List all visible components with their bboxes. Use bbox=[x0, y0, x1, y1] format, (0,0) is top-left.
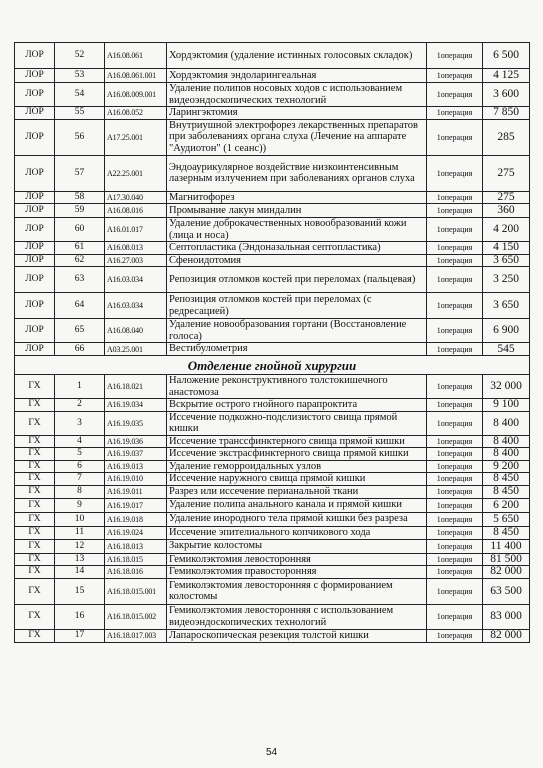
service-code-cell: A16.08.061 bbox=[105, 43, 167, 69]
service-name-cell: Удаление новообразования гортани (Восстановление голоса) bbox=[167, 319, 427, 343]
service-name-cell: Гемиколэктомия левосторонняя bbox=[167, 553, 427, 566]
row-number-cell: 52 bbox=[55, 43, 105, 69]
service-code-cell: A16.03.034 bbox=[105, 293, 167, 319]
service-code-cell: A16.19.024 bbox=[105, 526, 167, 539]
service-code-cell: A16.19.011 bbox=[105, 485, 167, 498]
unit-cell: 1операция bbox=[427, 399, 483, 412]
department-cell: ГХ bbox=[15, 473, 55, 486]
service-name-cell: Магнитофорез bbox=[167, 191, 427, 204]
unit-cell: 1операция bbox=[427, 242, 483, 255]
service-code-cell: A16.19.013 bbox=[105, 460, 167, 473]
service-code-cell: A16.19.018 bbox=[105, 512, 167, 526]
service-code-cell: A16.18.021 bbox=[105, 375, 167, 399]
service-code-cell: A17.30.040 bbox=[105, 191, 167, 204]
table-row bbox=[15, 119, 530, 155]
price-cell: 6 200 bbox=[483, 498, 530, 512]
row-number-cell: 12 bbox=[55, 539, 105, 553]
service-code-cell: A16.19.010 bbox=[105, 473, 167, 486]
service-code-cell: A16.18.017.003 bbox=[105, 629, 167, 642]
unit-cell: 1операция bbox=[427, 83, 483, 107]
service-name-cell: Гемиколэктомия левосторонняя с формированием колостомы bbox=[167, 578, 427, 604]
row-number-cell: 4 bbox=[55, 435, 105, 448]
department-cell: ЛОР bbox=[15, 218, 55, 242]
service-code-cell: A16.19.034 bbox=[105, 399, 167, 412]
table-row bbox=[15, 43, 530, 69]
price-cell: 3 250 bbox=[483, 267, 530, 293]
service-code-cell: A17.25.001 bbox=[105, 119, 167, 155]
service-name-cell: Удаление геморроидальных узлов bbox=[167, 460, 427, 473]
department-cell: ЛОР bbox=[15, 43, 55, 69]
table-row bbox=[15, 435, 530, 448]
price-cell: 32 000 bbox=[483, 375, 530, 399]
department-cell: ЛОР bbox=[15, 254, 55, 267]
unit-cell: 1операция bbox=[427, 119, 483, 155]
price-cell: 6 900 bbox=[483, 319, 530, 343]
service-name-cell: Внутриушной электрофорез лекарственных препаратов при заболеваниях органа слуха (Лечение на аппарате "Аудиотон" (1 сеанс)) bbox=[167, 119, 427, 155]
unit-cell: 1операция bbox=[427, 566, 483, 579]
table-row bbox=[15, 204, 530, 218]
service-name-cell: Вестибулометрия bbox=[167, 343, 427, 356]
department-cell: ЛОР bbox=[15, 107, 55, 120]
service-name-cell: Репозиция отломков костей при переломах (пальцевая) bbox=[167, 267, 427, 293]
service-code-cell: A16.08.061.001 bbox=[105, 69, 167, 83]
price-cell: 8 450 bbox=[483, 485, 530, 498]
department-cell: ГХ bbox=[15, 448, 55, 461]
unit-cell: 1операция bbox=[427, 69, 483, 83]
table-row bbox=[15, 460, 530, 473]
department-cell: ЛОР bbox=[15, 191, 55, 204]
row-number-cell: 59 bbox=[55, 204, 105, 218]
row-number-cell: 8 bbox=[55, 485, 105, 498]
table-row bbox=[15, 242, 530, 255]
service-code-cell: A16.27.003 bbox=[105, 254, 167, 267]
table-row bbox=[15, 399, 530, 412]
unit-cell: 1операция bbox=[427, 448, 483, 461]
table-row bbox=[15, 566, 530, 579]
price-cell: 275 bbox=[483, 191, 530, 204]
department-cell: ГХ bbox=[15, 629, 55, 642]
price-cell: 83 000 bbox=[483, 604, 530, 629]
price-cell: 3 600 bbox=[483, 83, 530, 107]
service-name-cell: Септопластика (Эндоназальная септопластика) bbox=[167, 242, 427, 255]
price-cell: 4 200 bbox=[483, 218, 530, 242]
price-cell: 3 650 bbox=[483, 293, 530, 319]
unit-cell: 1операция bbox=[427, 578, 483, 604]
table-row bbox=[15, 473, 530, 486]
table-row bbox=[15, 218, 530, 242]
department-cell: ГХ bbox=[15, 460, 55, 473]
unit-cell: 1операция bbox=[427, 473, 483, 486]
row-number-cell: 57 bbox=[55, 155, 105, 191]
price-cell: 9 100 bbox=[483, 399, 530, 412]
department-cell: ГХ bbox=[15, 399, 55, 412]
table-row bbox=[15, 629, 530, 642]
row-number-cell: 10 bbox=[55, 512, 105, 526]
price-cell: 285 bbox=[483, 119, 530, 155]
row-number-cell: 55 bbox=[55, 107, 105, 120]
department-cell: ГХ bbox=[15, 566, 55, 579]
department-cell: ГХ bbox=[15, 375, 55, 399]
department-cell: ГХ bbox=[15, 485, 55, 498]
row-number-cell: 5 bbox=[55, 448, 105, 461]
unit-cell: 1операция bbox=[427, 539, 483, 553]
price-cell: 11 400 bbox=[483, 539, 530, 553]
department-cell: ГХ bbox=[15, 553, 55, 566]
table-row bbox=[15, 604, 530, 629]
unit-cell: 1операция bbox=[427, 460, 483, 473]
table-row bbox=[15, 267, 530, 293]
service-name-cell: Удаление доброкачественных новообразований кожи (лица и носа) bbox=[167, 218, 427, 242]
table-row bbox=[15, 411, 530, 435]
row-number-cell: 13 bbox=[55, 553, 105, 566]
service-code-cell: A16.03.034 bbox=[105, 267, 167, 293]
unit-cell: 1операция bbox=[427, 343, 483, 356]
section-title: Отделение гнойной хирургии bbox=[15, 356, 530, 375]
department-cell: ГХ bbox=[15, 435, 55, 448]
row-number-cell: 56 bbox=[55, 119, 105, 155]
unit-cell: 1операция bbox=[427, 485, 483, 498]
unit-cell: 1операция bbox=[427, 411, 483, 435]
unit-cell: 1операция bbox=[427, 375, 483, 399]
department-cell: ЛОР bbox=[15, 83, 55, 107]
row-number-cell: 65 bbox=[55, 319, 105, 343]
section-header-row bbox=[15, 356, 530, 375]
service-name-cell: Репозиция отломков костей при переломах (с редресацией) bbox=[167, 293, 427, 319]
price-list-sheet bbox=[14, 42, 529, 643]
price-cell: 8 400 bbox=[483, 435, 530, 448]
service-name-cell: Хордэктомия эндоларингеальная bbox=[167, 69, 427, 83]
table-row bbox=[15, 293, 530, 319]
service-name-cell: Удаление полипов носовых ходов с использованием видеоэндоскопических технологий bbox=[167, 83, 427, 107]
row-number-cell: 58 bbox=[55, 191, 105, 204]
price-cell: 360 bbox=[483, 204, 530, 218]
table-row bbox=[15, 343, 530, 356]
table-row bbox=[15, 448, 530, 461]
price-cell: 7 850 bbox=[483, 107, 530, 120]
service-name-cell: Лапароскопическая резекция толстой кишки bbox=[167, 629, 427, 642]
service-code-cell: A16.18.016 bbox=[105, 566, 167, 579]
unit-cell: 1операция bbox=[427, 254, 483, 267]
price-cell: 82 000 bbox=[483, 566, 530, 579]
price-cell: 8 450 bbox=[483, 526, 530, 539]
table-row bbox=[15, 254, 530, 267]
row-number-cell: 9 bbox=[55, 498, 105, 512]
department-cell: ГХ bbox=[15, 498, 55, 512]
service-code-cell: A03.25.001 bbox=[105, 343, 167, 356]
service-name-cell: Промывание лакун миндалин bbox=[167, 204, 427, 218]
price-cell: 8 450 bbox=[483, 473, 530, 486]
row-number-cell: 53 bbox=[55, 69, 105, 83]
price-cell: 81 500 bbox=[483, 553, 530, 566]
department-cell: ЛОР bbox=[15, 204, 55, 218]
row-number-cell: 60 bbox=[55, 218, 105, 242]
price-cell: 4 125 bbox=[483, 69, 530, 83]
price-cell: 3 650 bbox=[483, 254, 530, 267]
unit-cell: 1операция bbox=[427, 267, 483, 293]
row-number-cell: 1 bbox=[55, 375, 105, 399]
service-name-cell: Иссечение транссфинктерного свища прямой кишки bbox=[167, 435, 427, 448]
row-number-cell: 16 bbox=[55, 604, 105, 629]
price-table bbox=[14, 42, 530, 643]
department-cell: ГХ bbox=[15, 539, 55, 553]
row-number-cell: 6 bbox=[55, 460, 105, 473]
service-name-cell: Удаление инородного тела прямой кишки без разреза bbox=[167, 512, 427, 526]
department-cell: ГХ bbox=[15, 604, 55, 629]
unit-cell: 1операция bbox=[427, 43, 483, 69]
unit-cell: 1операция bbox=[427, 629, 483, 642]
row-number-cell: 15 bbox=[55, 578, 105, 604]
service-name-cell: Сфеноидотомия bbox=[167, 254, 427, 267]
service-code-cell: A16.18.015.001 bbox=[105, 578, 167, 604]
price-cell: 8 400 bbox=[483, 411, 530, 435]
department-cell: ГХ bbox=[15, 411, 55, 435]
service-code-cell: A22.25.001 bbox=[105, 155, 167, 191]
row-number-cell: 2 bbox=[55, 399, 105, 412]
department-cell: ГХ bbox=[15, 512, 55, 526]
service-name-cell: Иссечение экстрасфинктерного свища прямой кишки bbox=[167, 448, 427, 461]
price-cell: 545 bbox=[483, 343, 530, 356]
table-row bbox=[15, 578, 530, 604]
row-number-cell: 7 bbox=[55, 473, 105, 486]
unit-cell: 1операция bbox=[427, 191, 483, 204]
department-cell: ЛОР bbox=[15, 242, 55, 255]
table-row bbox=[15, 107, 530, 120]
unit-cell: 1операция bbox=[427, 553, 483, 566]
service-code-cell: A16.18.013 bbox=[105, 539, 167, 553]
service-code-cell: A16.08.040 bbox=[105, 319, 167, 343]
department-cell: ЛОР bbox=[15, 343, 55, 356]
service-code-cell: A16.18.015.002 bbox=[105, 604, 167, 629]
unit-cell: 1операция bbox=[427, 204, 483, 218]
table-row bbox=[15, 69, 530, 83]
unit-cell: 1операция bbox=[427, 107, 483, 120]
department-cell: ЛОР bbox=[15, 155, 55, 191]
service-name-cell: Вскрытие острого гнойного парапроктита bbox=[167, 399, 427, 412]
price-cell: 63 500 bbox=[483, 578, 530, 604]
row-number-cell: 64 bbox=[55, 293, 105, 319]
row-number-cell: 63 bbox=[55, 267, 105, 293]
price-cell: 4 150 bbox=[483, 242, 530, 255]
service-code-cell: A16.08.052 bbox=[105, 107, 167, 120]
service-name-cell: Удаление полипа анального канала и прямой кишки bbox=[167, 498, 427, 512]
row-number-cell: 54 bbox=[55, 83, 105, 107]
table-row bbox=[15, 375, 530, 399]
service-name-cell: Разрез или иссечение перианальной ткани bbox=[167, 485, 427, 498]
service-code-cell: A16.19.017 bbox=[105, 498, 167, 512]
service-code-cell: A16.08.013 bbox=[105, 242, 167, 255]
table-row bbox=[15, 83, 530, 107]
price-cell: 82 000 bbox=[483, 629, 530, 642]
unit-cell: 1операция bbox=[427, 293, 483, 319]
table-row bbox=[15, 526, 530, 539]
price-cell: 9 200 bbox=[483, 460, 530, 473]
table-row bbox=[15, 512, 530, 526]
row-number-cell: 14 bbox=[55, 566, 105, 579]
price-cell: 8 400 bbox=[483, 448, 530, 461]
unit-cell: 1операция bbox=[427, 512, 483, 526]
table-row bbox=[15, 191, 530, 204]
service-code-cell: A16.08.009.001 bbox=[105, 83, 167, 107]
department-cell: ЛОР bbox=[15, 69, 55, 83]
service-code-cell: A16.19.037 bbox=[105, 448, 167, 461]
row-number-cell: 62 bbox=[55, 254, 105, 267]
price-cell: 275 bbox=[483, 155, 530, 191]
service-code-cell: A16.01.017 bbox=[105, 218, 167, 242]
row-number-cell: 66 bbox=[55, 343, 105, 356]
unit-cell: 1операция bbox=[427, 155, 483, 191]
service-code-cell: A16.18.015 bbox=[105, 553, 167, 566]
unit-cell: 1операция bbox=[427, 319, 483, 343]
service-name-cell: Гемиколэктомия левосторонняя с использованием видеоэндоскопических технологий bbox=[167, 604, 427, 629]
page-number: 54 bbox=[265, 747, 278, 758]
row-number-cell: 61 bbox=[55, 242, 105, 255]
unit-cell: 1операция bbox=[427, 604, 483, 629]
row-number-cell: 3 bbox=[55, 411, 105, 435]
price-cell: 5 650 bbox=[483, 512, 530, 526]
unit-cell: 1операция bbox=[427, 435, 483, 448]
service-name-cell: Ларингэктомия bbox=[167, 107, 427, 120]
service-name-cell: Иссечение подкожно-подслизистого свища прямой кишки bbox=[167, 411, 427, 435]
row-number-cell: 17 bbox=[55, 629, 105, 642]
department-cell: ГХ bbox=[15, 526, 55, 539]
lor-section-rows bbox=[15, 43, 530, 356]
table-row bbox=[15, 155, 530, 191]
department-cell: ЛОР bbox=[15, 319, 55, 343]
unit-cell: 1операция bbox=[427, 526, 483, 539]
table-row bbox=[15, 553, 530, 566]
service-name-cell: Эндоаурикулярное воздействие низкоинтенсивным лазерным излучением при заболеваниях органов слуха bbox=[167, 155, 427, 191]
service-code-cell: A16.19.036 bbox=[105, 435, 167, 448]
service-name-cell: Наложение реконструктивного толстокишечного анастомоза bbox=[167, 375, 427, 399]
purulent-surgery-rows bbox=[15, 375, 530, 643]
price-cell: 6 500 bbox=[483, 43, 530, 69]
table-row bbox=[15, 498, 530, 512]
table-row bbox=[15, 319, 530, 343]
unit-cell: 1операция bbox=[427, 218, 483, 242]
table-row bbox=[15, 539, 530, 553]
service-name-cell: Закрытие колостомы bbox=[167, 539, 427, 553]
department-cell: ГХ bbox=[15, 578, 55, 604]
service-name-cell: Гемиколэктомия правосторонняя bbox=[167, 566, 427, 579]
service-name-cell: Иссечение эпителиального копчикового хода bbox=[167, 526, 427, 539]
table-row bbox=[15, 485, 530, 498]
service-code-cell: A16.19.035 bbox=[105, 411, 167, 435]
service-name-cell: Хордэктомия (удаление истинных голосовых складок) bbox=[167, 43, 427, 69]
unit-cell: 1операция bbox=[427, 498, 483, 512]
department-cell: ЛОР bbox=[15, 119, 55, 155]
department-cell: ЛОР bbox=[15, 293, 55, 319]
service-code-cell: A16.08.016 bbox=[105, 204, 167, 218]
service-name-cell: Иссечение наружного свища прямой кишки bbox=[167, 473, 427, 486]
row-number-cell: 11 bbox=[55, 526, 105, 539]
department-cell: ЛОР bbox=[15, 267, 55, 293]
